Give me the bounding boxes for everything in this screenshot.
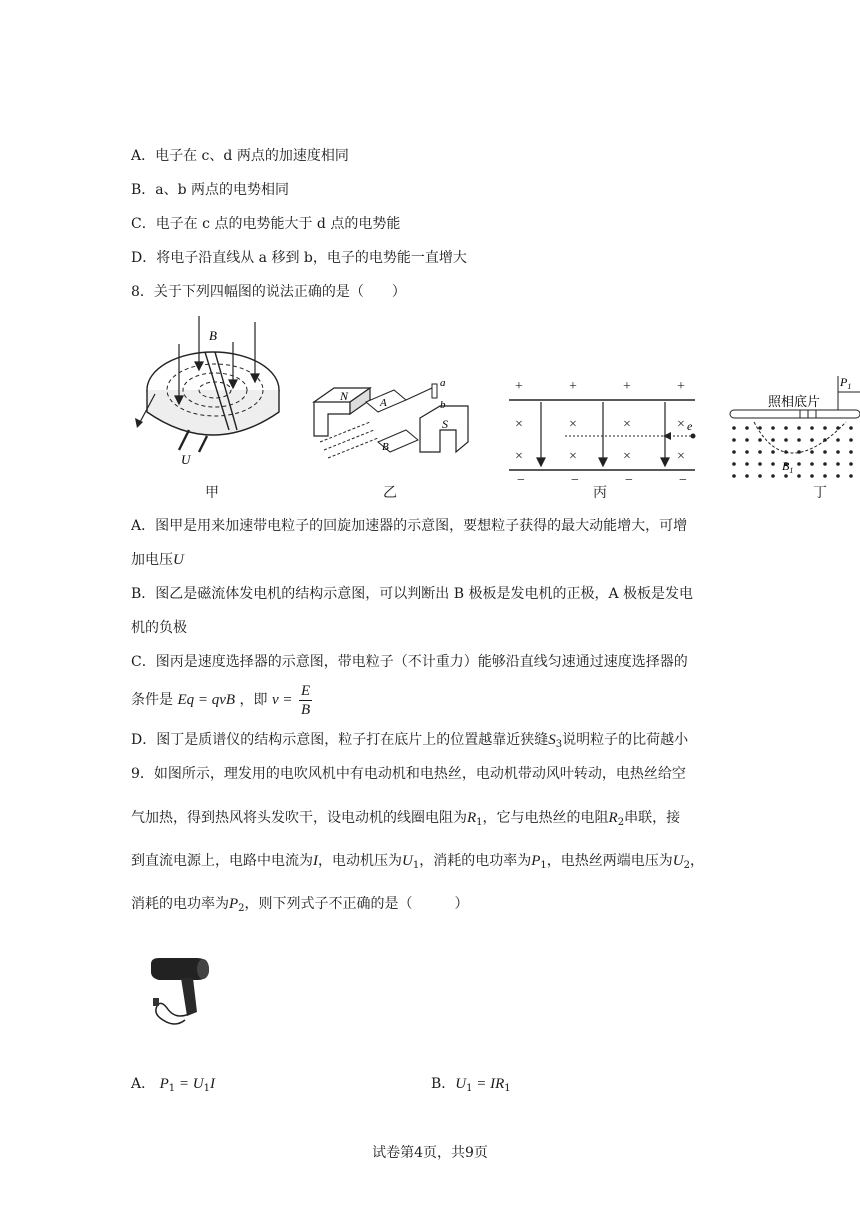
figure-jia-caption: 甲 — [205, 485, 219, 501]
field-dot — [771, 438, 775, 442]
fig-bing-label-e: e — [687, 419, 693, 433]
fig-bing-cross: × — [677, 417, 685, 432]
fig-yi-label-s: S — [442, 417, 448, 431]
field-dot — [823, 474, 827, 478]
field-dot — [836, 450, 840, 454]
field-dot — [810, 474, 814, 478]
q8-stem: 8．关于下列四幅图的说法正确的是（ ） — [131, 284, 406, 300]
fig-bing-minus: − — [625, 473, 633, 488]
field-dot — [732, 474, 736, 478]
field-dot — [732, 438, 736, 442]
field-dot — [784, 450, 788, 454]
field-dot — [745, 462, 749, 466]
hair-dryer-image — [145, 954, 215, 1034]
field-dot — [823, 438, 827, 442]
field-dot — [797, 462, 801, 466]
field-dot — [836, 438, 840, 442]
field-dot — [758, 474, 762, 478]
fig-ding-film-label: 照相底片 — [768, 394, 821, 409]
fig-yi-label-a: a — [440, 377, 446, 389]
q9-stem-line1: 9．如图所示，理发用的电吹风机中有电动机和电热丝，电动机带动风叶转动，电热丝给空 — [131, 766, 686, 782]
page-footer: 试卷第4页，共9页 — [372, 1145, 488, 1161]
figure-jia-cyclotron — [133, 312, 293, 472]
q9-option-a: A． $P_1 = U_1I$ — [131, 1076, 215, 1094]
field-dot — [810, 462, 814, 466]
field-dot — [784, 438, 788, 442]
field-dot — [836, 426, 840, 430]
fig-bing-plus-2: + — [569, 379, 577, 394]
figure-ding-caption: 丁 — [813, 485, 827, 501]
field-dot — [771, 426, 775, 430]
fig-bing-cross: × — [515, 417, 523, 432]
field-dot — [797, 438, 801, 442]
fig-bing-cross: × — [569, 417, 577, 432]
fig-jia-label-u: U — [181, 452, 191, 467]
field-dot — [784, 474, 788, 478]
fig-ding-label-p1: $P_1$ — [840, 375, 852, 391]
field-dot — [836, 462, 840, 466]
q8-option-c-line2: 条件是 Eq = qvB ，即 v = $\frac{E}{B}$ — [131, 682, 311, 718]
q8-option-a-line2: 加电压U — [131, 552, 184, 568]
fig-bing-cross: × — [515, 449, 523, 464]
field-dot — [758, 450, 762, 454]
field-dot — [797, 474, 801, 478]
field-dot — [810, 426, 814, 430]
field-dot — [849, 450, 853, 454]
fig-yi-label-b: b — [440, 399, 446, 411]
q8-option-c-line1: C．图丙是速度选择器的示意图，带电粒子（不计重力）能够沿直线匀速通过速度选择器的 — [131, 654, 688, 670]
field-dot — [745, 474, 749, 478]
fig-bing-plus-1: + — [515, 379, 523, 394]
fig-yi-label-n: N — [340, 389, 349, 403]
fig-bing-plus-3: + — [623, 379, 631, 394]
field-dot — [771, 450, 775, 454]
q7-option-a: A．电子在 c、d 两点的加速度相同 — [131, 148, 349, 164]
figure-yi-caption: 乙 — [383, 485, 397, 501]
fig-yi-label-b-plate: B — [382, 441, 389, 453]
field-dot — [758, 462, 762, 466]
figure-ding-mass-spectrometer — [726, 366, 860, 486]
fig-bing-cross: × — [569, 449, 577, 464]
q9-option-b: B．$U_1 = IR_1$ — [431, 1076, 511, 1094]
field-dot — [836, 474, 840, 478]
fig-bing-minus: − — [571, 473, 579, 488]
field-dot — [771, 474, 775, 478]
field-dot — [771, 462, 775, 466]
fig-ding-label-b1: $B_1$ — [782, 459, 794, 475]
field-dot — [849, 438, 853, 442]
field-dot — [745, 450, 749, 454]
q7-option-d: D．将电子沿直线从 a 移到 b，电子的电势能一直增大 — [131, 250, 467, 266]
q7-option-b: B．a、b 两点的电势相同 — [131, 182, 290, 198]
field-dot — [732, 426, 736, 430]
field-dot — [745, 438, 749, 442]
q7-option-c: C．电子在 c 点的电势能大于 d 点的电势能 — [131, 216, 401, 232]
field-dot — [784, 426, 788, 430]
fig-jia-label-b: B — [209, 328, 217, 343]
field-dot — [758, 426, 762, 430]
q9-stem-line2: 气加热，得到热风将头发吹干，设电动机的线圈电阻为$R_1$，它与电热丝的电阻$R_2$串联，接 — [131, 810, 681, 828]
q8-option-b-line1: B．图乙是磁流体发电机的结构示意图，可以判断出 B 极板是发电机的正极，A 极板是发电 — [131, 586, 694, 602]
fig-bing-cross: × — [623, 417, 631, 432]
fig-bing-cross: × — [623, 449, 631, 464]
figure-bing-velocity-selector — [505, 378, 705, 488]
q9-stem-line3: 到直流电源上，电路中电流为I，电动机压为$U_1$，消耗的电功率为$P_1$，电热丝两端电压为$U_2$， — [131, 853, 704, 871]
field-dot — [810, 450, 814, 454]
field-dot — [745, 426, 749, 430]
figure-yi-mhd-generator — [310, 372, 470, 472]
fig-bing-minus: − — [517, 473, 525, 488]
field-dot — [849, 462, 853, 466]
field-dot — [810, 438, 814, 442]
q9-stem-line4: 消耗的电功率为$P_2$，则下列式子不正确的是（ ） — [131, 896, 469, 914]
q8-option-a-line1: A．图甲是用来加速带电粒子的回旋加速器的示意图，要想粒子获得的最大动能增大，可增 — [131, 518, 688, 534]
field-dot — [732, 462, 736, 466]
q8-option-d: D．图丁是质谱仪的结构示意图，粒子打在底片上的位置越靠近狭缝$S_3$说明粒子的比荷越小 — [131, 732, 689, 750]
fig-bing-plus-4: + — [677, 379, 685, 394]
field-dot — [823, 462, 827, 466]
field-dot — [823, 450, 827, 454]
field-dot — [849, 474, 853, 478]
field-dot — [797, 450, 801, 454]
fig-bing-minus: − — [679, 473, 687, 488]
q8-option-b-line2: 机的负极 — [131, 620, 187, 636]
field-dot — [823, 426, 827, 430]
field-dot — [758, 438, 762, 442]
fig-yi-label-a-plate: A — [380, 397, 387, 409]
field-dot — [849, 426, 853, 430]
figure-bing-caption: 丙 — [593, 485, 607, 501]
field-dot — [732, 450, 736, 454]
field-dot — [797, 426, 801, 430]
fig-bing-cross: × — [677, 449, 685, 464]
